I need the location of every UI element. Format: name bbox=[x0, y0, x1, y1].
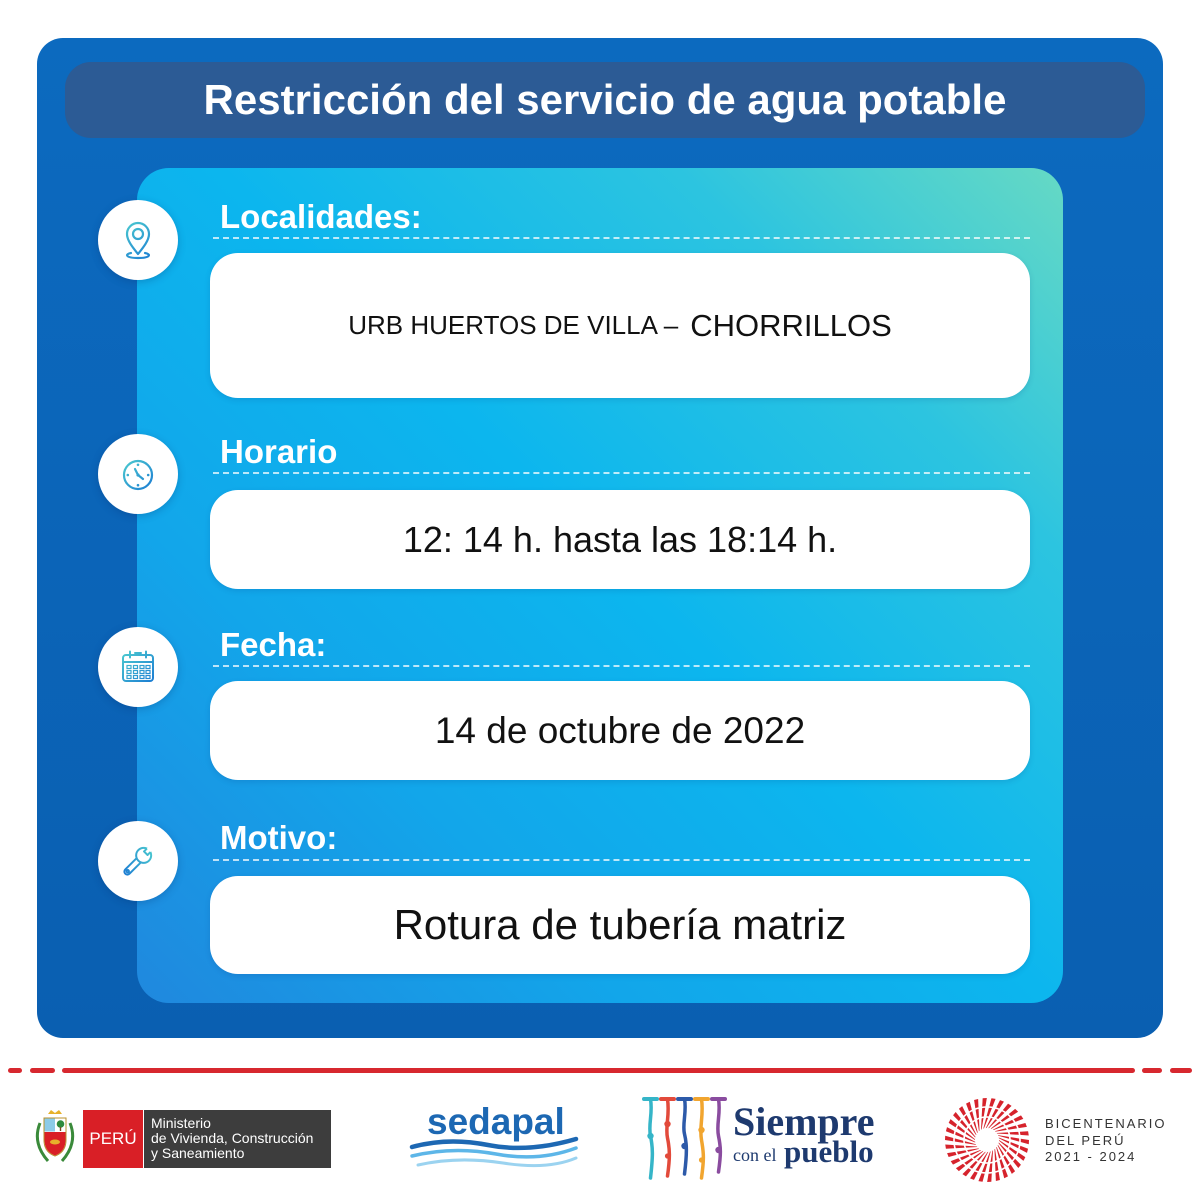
red-divider-line bbox=[62, 1068, 1135, 1073]
campaign-logo-line1: Siempre bbox=[733, 1099, 875, 1144]
sedapal-waves-logo bbox=[408, 1135, 580, 1173]
campaign-strands-logo bbox=[642, 1094, 732, 1182]
bicentenario-line: 2021 - 2024 bbox=[1045, 1149, 1137, 1164]
value-box-localidades bbox=[210, 253, 1030, 398]
label-localidades: Localidades: bbox=[220, 198, 422, 235]
location-pin-icon bbox=[114, 216, 162, 264]
page-title: Restricción del servicio de agua potable bbox=[203, 76, 1007, 123]
bicentenario-logo-text bbox=[1045, 1116, 1167, 1166]
ministry-name-box bbox=[144, 1110, 331, 1168]
peru-country-label: PERÚ bbox=[89, 1129, 137, 1148]
bicentenario-line: DEL PERÚ bbox=[1045, 1132, 1126, 1148]
clock-icon bbox=[114, 450, 162, 498]
value-box-motivo bbox=[210, 876, 1030, 974]
peru-brand-box bbox=[83, 1110, 143, 1168]
red-divider-dash bbox=[1142, 1068, 1162, 1073]
sunburst-ray bbox=[997, 1131, 1029, 1135]
campaign-logo-line2-large: pueblo bbox=[784, 1134, 874, 1169]
value-horario: 12: 14 h. hasta las 18:14 h. bbox=[402, 518, 838, 560]
red-divider-dash bbox=[30, 1068, 55, 1073]
wrench-icon bbox=[114, 837, 162, 885]
campaign-strand bbox=[661, 1099, 674, 1176]
sunburst-ray bbox=[945, 1145, 977, 1149]
dashed-divider bbox=[213, 237, 1030, 239]
title-bar bbox=[65, 62, 1145, 138]
icon-badge-horario bbox=[98, 434, 178, 514]
value-fecha: 14 de octubre de 2022 bbox=[434, 709, 806, 751]
campaign-strand bbox=[695, 1099, 708, 1178]
value-localidad-distrito: CHORRILLOS bbox=[690, 307, 892, 343]
red-divider-dash bbox=[8, 1068, 22, 1073]
dashed-divider bbox=[213, 472, 1030, 474]
red-divider-dash bbox=[1170, 1068, 1192, 1073]
label-horario: Horario bbox=[220, 433, 338, 470]
value-box-horario bbox=[210, 490, 1030, 589]
campaign-strand bbox=[712, 1099, 725, 1172]
campaign-logo-line2-small: con el bbox=[733, 1145, 777, 1165]
ministry-line: de Vivienda, Construcción bbox=[151, 1130, 314, 1146]
dashed-divider bbox=[213, 665, 1030, 667]
icon-badge-localidades bbox=[98, 200, 178, 280]
sunburst-ray bbox=[981, 1098, 987, 1130]
bicentenario-line: BICENTENARIO bbox=[1045, 1116, 1167, 1131]
calendar-icon bbox=[114, 643, 162, 691]
label-fecha: Fecha: bbox=[220, 626, 327, 663]
icon-badge-motivo bbox=[98, 821, 178, 901]
bicentenario-sunburst-logo bbox=[944, 1097, 1030, 1183]
value-localidad-urbanizacion: URB HUERTOS DE VILLA – bbox=[348, 310, 679, 340]
value-box-fecha bbox=[210, 681, 1030, 780]
sunburst-ray bbox=[987, 1150, 993, 1182]
peru-coat-of-arms-logo bbox=[30, 1105, 80, 1167]
value-motivo: Rotura de tubería matriz bbox=[393, 901, 847, 948]
label-motivo: Motivo: bbox=[220, 819, 338, 856]
campaign-strand bbox=[678, 1099, 691, 1174]
sedapal-logo-text: sedapal bbox=[427, 1101, 565, 1142]
dashed-divider bbox=[213, 859, 1030, 861]
ministry-line: Ministerio bbox=[151, 1115, 211, 1131]
icon-badge-fecha bbox=[98, 627, 178, 707]
ministry-line: y Saneamiento bbox=[151, 1145, 245, 1161]
